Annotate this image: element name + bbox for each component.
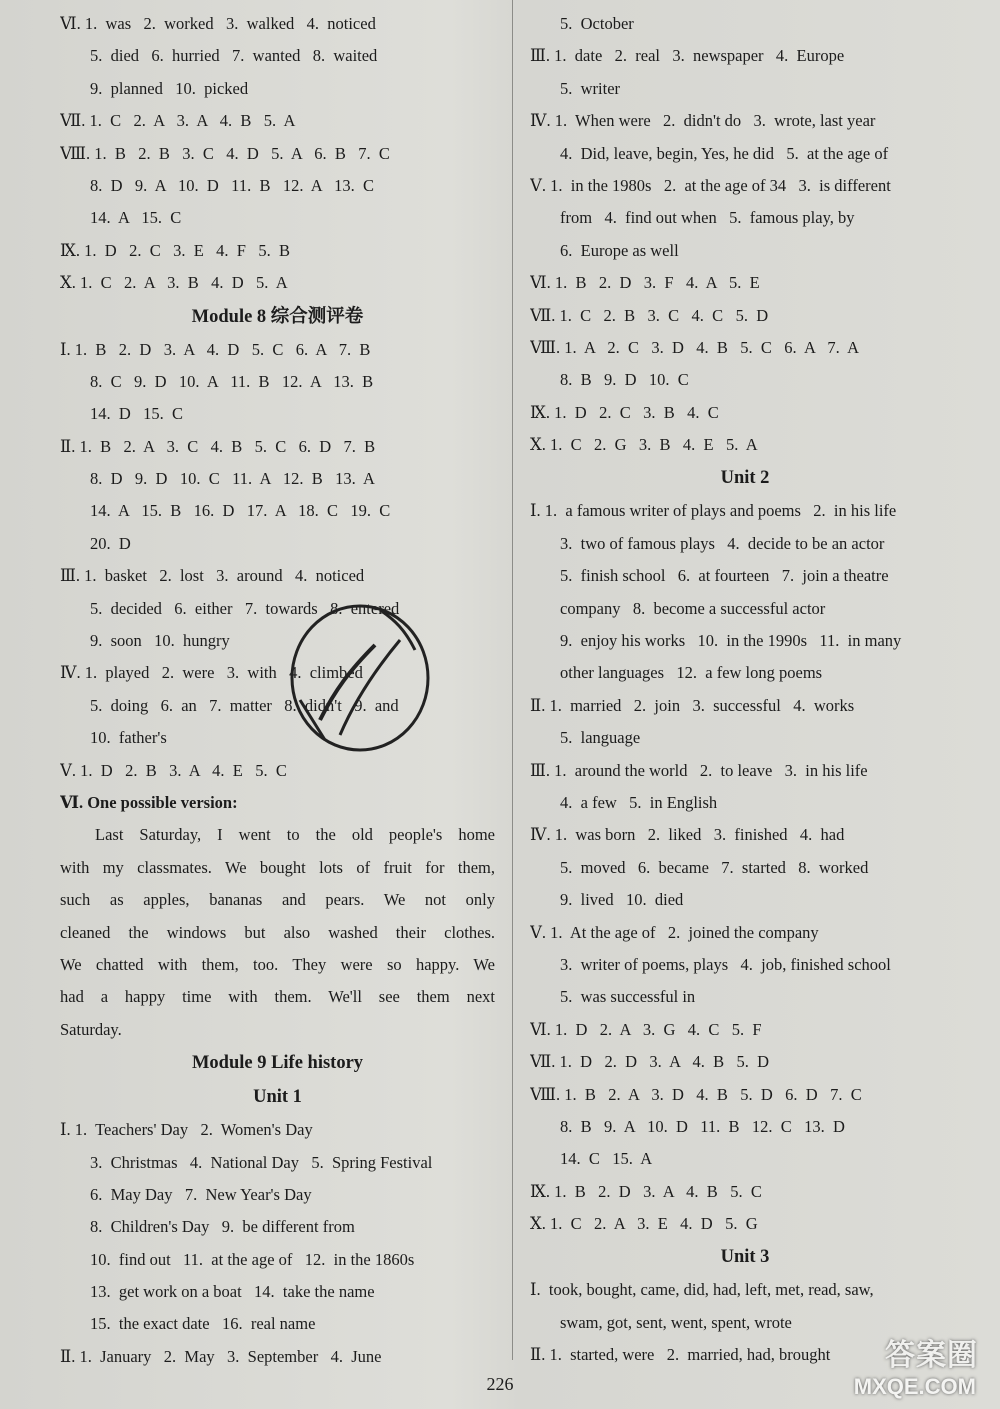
answer-line: 5. writer	[560, 78, 621, 98]
answer-line: Ⅰ. 1. B 2. D 3. A 4. D 5. C 6. A 7. B	[60, 339, 371, 359]
answer-line: Ⅸ. 1. D 2. C 3. E 4. F 5. B	[60, 240, 290, 260]
answer-line: 6. May Day 7. New Year's Day	[90, 1184, 312, 1204]
essay-line: cleaned the windows but also washed their clothes.	[60, 922, 495, 942]
answer-line: Ⅳ. 1. was born 2. liked 3. finished 4. had	[530, 825, 845, 845]
essay-line: Saturday.	[60, 1019, 122, 1039]
answer-line: other languages 12. a few long poems	[560, 663, 823, 683]
answer-line: swam, got, sent, went, spent, wrote	[560, 1312, 792, 1332]
answer-line: Ⅰ. 1. a famous writer of plays and poems 2. in his life	[530, 501, 897, 521]
answer-line: Ⅶ. 1. D 2. D 3. A 4. B 5. D	[530, 1052, 770, 1072]
section-heading: Unit 1	[253, 1087, 302, 1108]
answer-line: 5. died 6. hurried 7. wanted 8. waited	[90, 46, 378, 66]
answer-line: Ⅹ. 1. C 2. G 3. B 4. E 5. A	[530, 435, 758, 455]
answer-line: Ⅳ. 1. When were 2. didn't do 3. wrote, last year	[530, 111, 876, 131]
answer-line: 10. find out 11. at the age of 12. in the 1860s	[90, 1249, 415, 1269]
answer-line: Ⅲ. 1. date 2. real 3. newspaper 4. Europe	[530, 46, 845, 66]
section-heading: Module 9 Life history	[191, 1053, 364, 1074]
answer-line: 8. D 9. D 10. C 11. A 12. B 13. A	[90, 469, 375, 489]
answer-line: Ⅴ. 1. At the age of 2. joined the company	[530, 922, 819, 942]
answer-line: from 4. find out when 5. famous play, by	[560, 208, 855, 228]
right-column	[530, 8, 960, 1372]
answer-line: 8. D 9. A 10. D 11. B 12. A 13. C	[90, 175, 375, 195]
answer-line: 8. C 9. D 10. A 11. B 12. A 13. B	[90, 371, 374, 391]
answer-line: 14. C 15. A	[560, 1149, 653, 1169]
answer-line: Ⅵ. 1. D 2. A 3. G 4. C 5. F	[530, 1019, 762, 1039]
answer-line: 4. Did, leave, begin, Yes, he did 5. at the age of	[560, 143, 889, 163]
essay-line: Last Saturday, I went to the old people's home	[95, 825, 495, 845]
section-heading: Unit 3	[720, 1247, 770, 1268]
answer-line: Ⅶ. 1. C 2. B 3. C 4. C 5. D	[530, 305, 769, 325]
answer-line: 3. Christmas 4. National Day 5. Spring Festival	[90, 1152, 433, 1172]
answer-line: 8. Children's Day 9. be different from	[90, 1217, 355, 1237]
answer-line: 5. finish school 6. at fourteen 7. join a theatre	[560, 566, 889, 586]
answer-line: Ⅸ. 1. B 2. D 3. A 4. B 5. C	[530, 1181, 762, 1201]
left-column	[60, 8, 495, 1373]
answer-line: 5. moved 6. became 7. started 8. worked	[560, 857, 869, 877]
page-number: 226	[486, 1374, 514, 1394]
section-heading: Unit 2	[720, 468, 770, 489]
section-heading: Module 8 综合测评卷	[191, 306, 364, 327]
answer-line: 5. was successful in	[560, 987, 696, 1007]
answer-line: Ⅳ. 1. played 2. were 3. with 4. climbed	[60, 663, 363, 683]
answer-line: Ⅵ. One possible version:	[60, 792, 238, 812]
answer-line: Ⅷ. 1. A 2. C 3. D 4. B 5. C 6. A 7. A	[530, 337, 859, 357]
corner-watermark-url: MXQE.COM	[853, 1374, 976, 1399]
answer-line: Ⅱ. 1. married 2. join 3. successful 4. works	[530, 695, 855, 715]
essay-line: had a happy time with them. We'll see them next	[60, 987, 495, 1007]
answer-line: 5. decided 6. either 7. towards 8. entered	[90, 598, 400, 618]
answer-line: Ⅱ. 1. January 2. May 3. September 4. June	[60, 1346, 382, 1366]
answer-line: 10. father's	[90, 728, 167, 748]
answer-line: company 8. become a successful actor	[560, 598, 826, 618]
answer-line: Ⅰ. 1. Teachers' Day 2. Women's Day	[60, 1120, 313, 1140]
answer-line: 13. get work on a boat 14. take the name	[90, 1282, 375, 1302]
essay-line: with my classmates. We bought lots of fruit for them,	[60, 857, 495, 877]
answer-line: 14. A 15. C	[90, 208, 182, 228]
answer-line: Ⅵ. 1. B 2. D 3. F 4. A 5. E	[530, 273, 760, 293]
answer-line: 8. B 9. D 10. C	[560, 370, 689, 390]
answer-line: 5. doing 6. an 7. matter 8. didn't 9. and	[90, 695, 399, 715]
answer-line: 6. Europe as well	[560, 240, 679, 260]
answer-line: Ⅷ. 1. B 2. B 3. C 4. D 5. A 6. B 7. C	[60, 143, 390, 163]
answer-line: 15. the exact date 16. real name	[90, 1314, 316, 1334]
answer-line: 5. October	[560, 14, 634, 33]
answer-line: 3. two of famous plays 4. decide to be an actor	[560, 533, 885, 553]
answer-line: Ⅰ. took, bought, came, did, had, left, met, read, saw,	[530, 1280, 874, 1300]
answer-line: Ⅷ. 1. B 2. A 3. D 4. B 5. D 6. D 7. C	[530, 1084, 862, 1104]
answer-line: 20. D	[90, 533, 131, 553]
answer-line: Ⅲ. 1. basket 2. lost 3. around 4. noticed	[60, 566, 365, 586]
answer-line: Ⅱ. 1. B 2. A 3. C 4. B 5. C 6. D 7. B	[60, 436, 376, 456]
answer-line: 14. A 15. B 16. D 17. A 18. C 19. C	[90, 501, 391, 521]
answer-line: 4. a few 5. in English	[560, 792, 718, 812]
answer-line: 5. language	[560, 728, 641, 748]
answer-line: Ⅱ. 1. started, were 2. married, had, brought	[530, 1345, 831, 1365]
answer-line: 14. D 15. C	[90, 404, 184, 424]
essay-line: such as apples, bananas and pears. We not only	[60, 890, 495, 910]
answer-line: 8. B 9. A 10. D 11. B 12. C 13. D	[560, 1116, 845, 1136]
answer-line: Ⅸ. 1. D 2. C 3. B 4. C	[530, 402, 719, 422]
answer-line: Ⅴ. 1. in the 1980s 2. at the age of 34 3. is different	[530, 175, 891, 195]
answer-line: Ⅴ. 1. D 2. B 3. A 4. E 5. C	[60, 760, 287, 780]
answer-line: 3. writer of poems, plays 4. job, finished school	[560, 954, 891, 974]
answer-line: Ⅹ. 1. C 2. A 3. E 4. D 5. G	[530, 1214, 758, 1234]
answer-line: Ⅲ. 1. around the world 2. to leave 3. in his life	[530, 760, 868, 780]
answer-line: Ⅶ. 1. C 2. A 3. A 4. B 5. A	[60, 111, 296, 131]
corner-watermark-logo: 答案圈	[885, 1339, 978, 1372]
answer-line: 9. enjoy his works 10. in the 1990s 11. in many	[560, 631, 902, 651]
answer-line: 9. planned 10. picked	[90, 78, 249, 98]
answer-line: Ⅵ. 1. was 2. worked 3. walked 4. noticed	[60, 14, 376, 33]
column-divider	[512, 0, 513, 1360]
answer-line: 9. soon 10. hungry	[90, 631, 230, 651]
essay-line: We chatted with them, too. They were so happy. We	[60, 954, 495, 974]
answer-line: Ⅹ. 1. C 2. A 3. B 4. D 5. A	[60, 273, 288, 293]
answer-line: 9. lived 10. died	[560, 890, 684, 910]
